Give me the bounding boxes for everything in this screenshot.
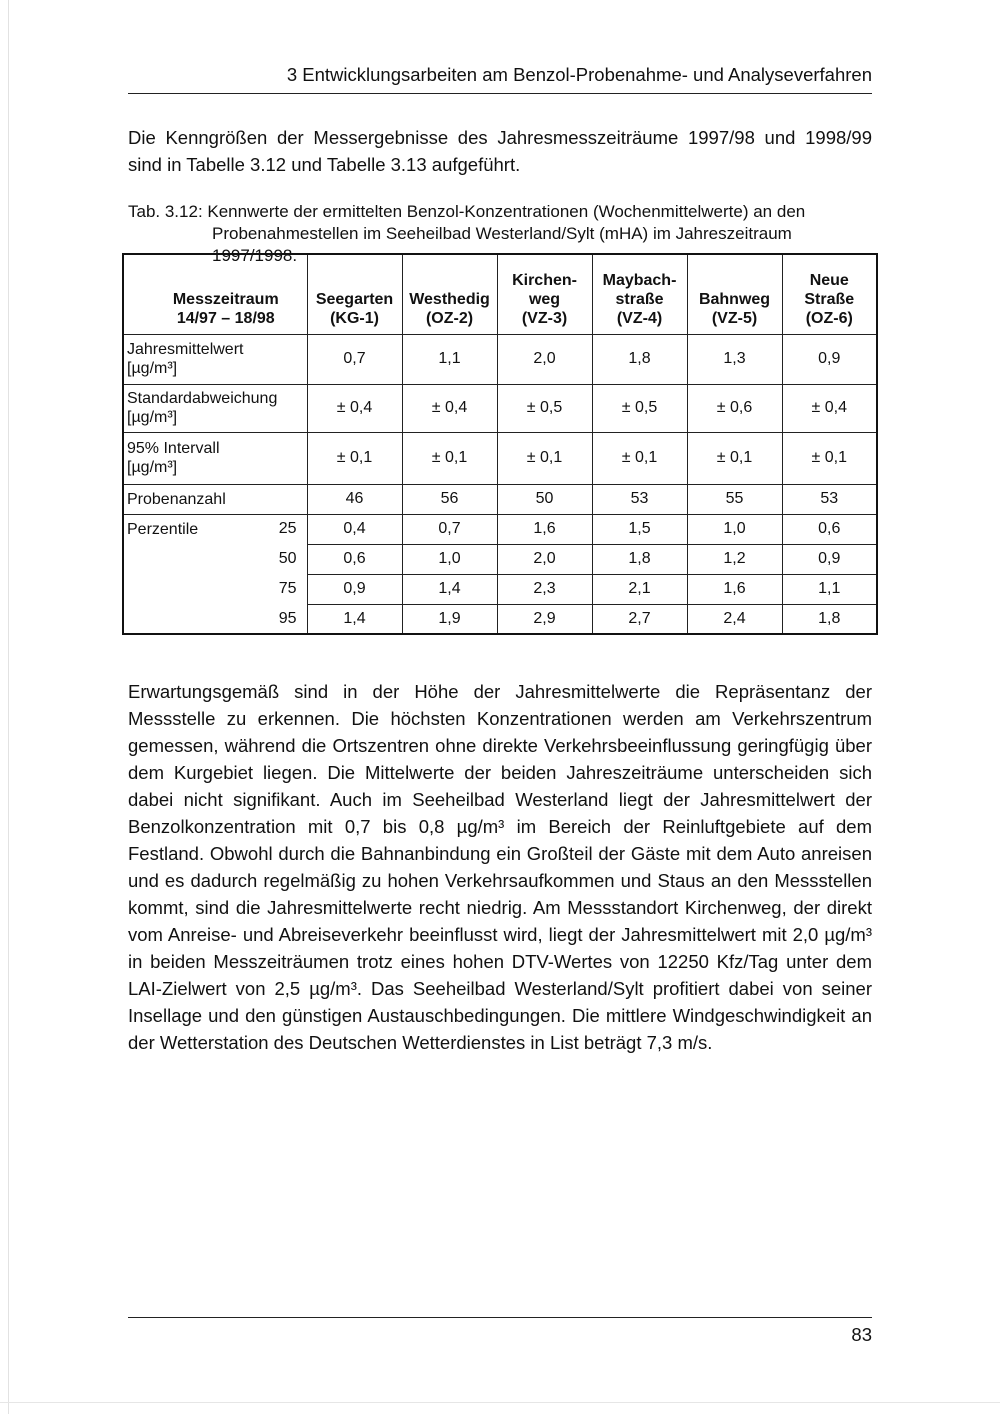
table-cell: ± 0,4 (307, 384, 402, 432)
intro-paragraph: Die Kenngrößen der Messergebnisse des Jahresmesszeiträume 1997/98 und 1998/99 sind in Tabelle 3.12 und Tabelle 3.13 aufgeführt. (128, 127, 872, 175)
table-cell: 50 (497, 484, 592, 514)
column-header-oz6: Neue Straße (OZ-6) (782, 254, 877, 334)
percentile-spacer (123, 574, 265, 604)
table-cell: 1,4 (402, 574, 497, 604)
table-cell: ± 0,1 (687, 432, 782, 484)
header-corner-line1: Messzeitraum (172, 290, 279, 308)
table-cell: 2,0 (497, 544, 592, 574)
row-percentile-25 (123, 514, 877, 544)
table-cell: 1,8 (592, 544, 687, 574)
row-annual-mean (123, 334, 877, 384)
table-cell: 2,4 (687, 604, 782, 634)
table-caption: Tab. 3.12: Kennwerte der ermittelten Benzol-Konzentrationen (Wochenmittelwerte) an den Probenahmestellen im Seeheilbad Westerland/Sylt (mHA) im Jahreszeitraum 1997/1998. (128, 202, 806, 265)
percentile-95: 95 (265, 604, 307, 634)
table-cell: 0,4 (307, 514, 402, 544)
header-corner-line2: 14/97 – 18/98 (176, 309, 275, 327)
benzene-table (122, 253, 878, 635)
row-label-annual-mean: Jahresmittelwert [µg/m³] (123, 334, 307, 384)
running-header: 3 Entwicklungsarbeiten am Benzol-Probenahme- und Analyseverfahren (128, 64, 872, 94)
percentile-75: 75 (265, 574, 307, 604)
row-std-dev (123, 384, 877, 432)
table-cell: 2,0 (497, 334, 592, 384)
row-label-sample-count: Probenanzahl (123, 484, 307, 514)
table-cell: 0,9 (782, 544, 877, 574)
table-cell: ± 0,4 (402, 384, 497, 432)
table-cell: ± 0,5 (497, 384, 592, 432)
table-cell: ± 0,6 (687, 384, 782, 432)
table-cell: 56 (402, 484, 497, 514)
row-percentile-95 (123, 604, 877, 634)
scan-edge-vertical (8, 0, 9, 1414)
table-cell: ± 0,5 (592, 384, 687, 432)
table-cell: 55 (687, 484, 782, 514)
table-cell: 1,9 (402, 604, 497, 634)
table-cell: 2,1 (592, 574, 687, 604)
table-cell: 1,6 (497, 514, 592, 544)
table-cell: 46 (307, 484, 402, 514)
row-sample-count (123, 484, 877, 514)
body-paragraph: Erwartungsgemäß sind in der Höhe der Jahresmittelwerte die Repräsentanz der Messstelle zu erkennen. Die höchsten Konzentrationen werden am Verkehrszentrum gemessen, während die Ortszentren ohne direkte Verkehrsbeeinflussung geringfügig über dem Kurgebiet liegen. Die Mittelwerte der beiden Jahreszeiträume unterscheiden sich dabei nicht signifikant. Auch im Seeheilbad Westerland liegt der Jahresmittelwert der Benzolkonzentration mit 0,7 bis 0,8 µg/m³ im Bereich der Reinluftgebiete auf dem Festland. Obwohl durch die Bahnanbindung ein Großteil der Gäste mit dem Auto anreisen und es dadurch regelmäßig zu hohen Verkehrsaufkommen und Staus an den Messstellen kommt, sind die Jahresmittelwerte recht niedrig. Am Messstandort Kirchenweg, der direkt vom Anreise- und Abreiseverkehr beeinflusst wird, liegt der Jahresmittelwert mit 2,0 µg/m³ in beiden Messzeiträumen trotz eines hohen DTV-Wertes von 12250 Kfz/Tag unter dem LAI-Zielwert von 2,5 µg/m³. Das Seeheilbad Westerland/Sylt profitiert dabei von seiner Insellage und den günstigen Austauschbedingungen. Die mittlere Windgeschwindigkeit an der Wetterstation des Deutschen Wetterdienstes in List beträgt 7,3 m/s. (128, 681, 872, 1053)
table-cell: 0,6 (307, 544, 402, 574)
table-cell: 1,1 (782, 574, 877, 604)
scan-edge-horizontal (0, 1402, 1000, 1403)
table-cell: 0,9 (782, 334, 877, 384)
table-cell: ± 0,1 (402, 432, 497, 484)
column-header-vz3: Kirchen- weg (VZ-3) (497, 254, 592, 334)
table-cell: 1,3 (687, 334, 782, 384)
table-cell: ± 0,1 (497, 432, 592, 484)
row-percentile-50 (123, 544, 877, 574)
percentile-25: 25 (265, 514, 307, 544)
table-cell: 1,5 (592, 514, 687, 544)
table-cell: 53 (592, 484, 687, 514)
table-cell: 1,8 (592, 334, 687, 384)
table-cell: 1,0 (687, 514, 782, 544)
table-cell: 53 (782, 484, 877, 514)
table-header-row (123, 254, 877, 334)
header-corner (123, 254, 307, 334)
row-95-interval (123, 432, 877, 484)
percentile-spacer (123, 544, 265, 574)
page-number: 83 (851, 1324, 872, 1345)
table-cell: 0,6 (782, 514, 877, 544)
table-cell: 0,9 (307, 574, 402, 604)
percentile-50: 50 (265, 544, 307, 574)
table-cell: ± 0,1 (592, 432, 687, 484)
percentile-label: Perzentile (123, 514, 265, 544)
column-header-kg1: Seegarten (KG-1) (307, 254, 402, 334)
row-label-std-dev: Standardabweichung [µg/m³] (123, 384, 307, 432)
column-header-vz4: Maybach- straße (VZ-4) (592, 254, 687, 334)
percentile-spacer (123, 604, 265, 634)
table-cell: 1,4 (307, 604, 402, 634)
table-cell: 1,1 (402, 334, 497, 384)
column-header-vz5: Bahnweg (VZ-5) (687, 254, 782, 334)
row-label-95-interval: 95% Intervall [µg/m³] (123, 432, 307, 484)
column-header-oz2: Westhedig (OZ-2) (402, 254, 497, 334)
table-cell: 1,8 (782, 604, 877, 634)
table-cell: 1,6 (687, 574, 782, 604)
table-cell: 0,7 (402, 514, 497, 544)
footer-rule (128, 1317, 872, 1318)
table-cell: ± 0,4 (782, 384, 877, 432)
row-percentile-75 (123, 574, 877, 604)
table-cell: 1,2 (687, 544, 782, 574)
table-cell: 2,9 (497, 604, 592, 634)
table-cell: ± 0,1 (782, 432, 877, 484)
table-cell: ± 0,1 (307, 432, 402, 484)
table-cell: 0,7 (307, 334, 402, 384)
table-cell: 1,0 (402, 544, 497, 574)
table-cell: 2,3 (497, 574, 592, 604)
table-cell: 2,7 (592, 604, 687, 634)
